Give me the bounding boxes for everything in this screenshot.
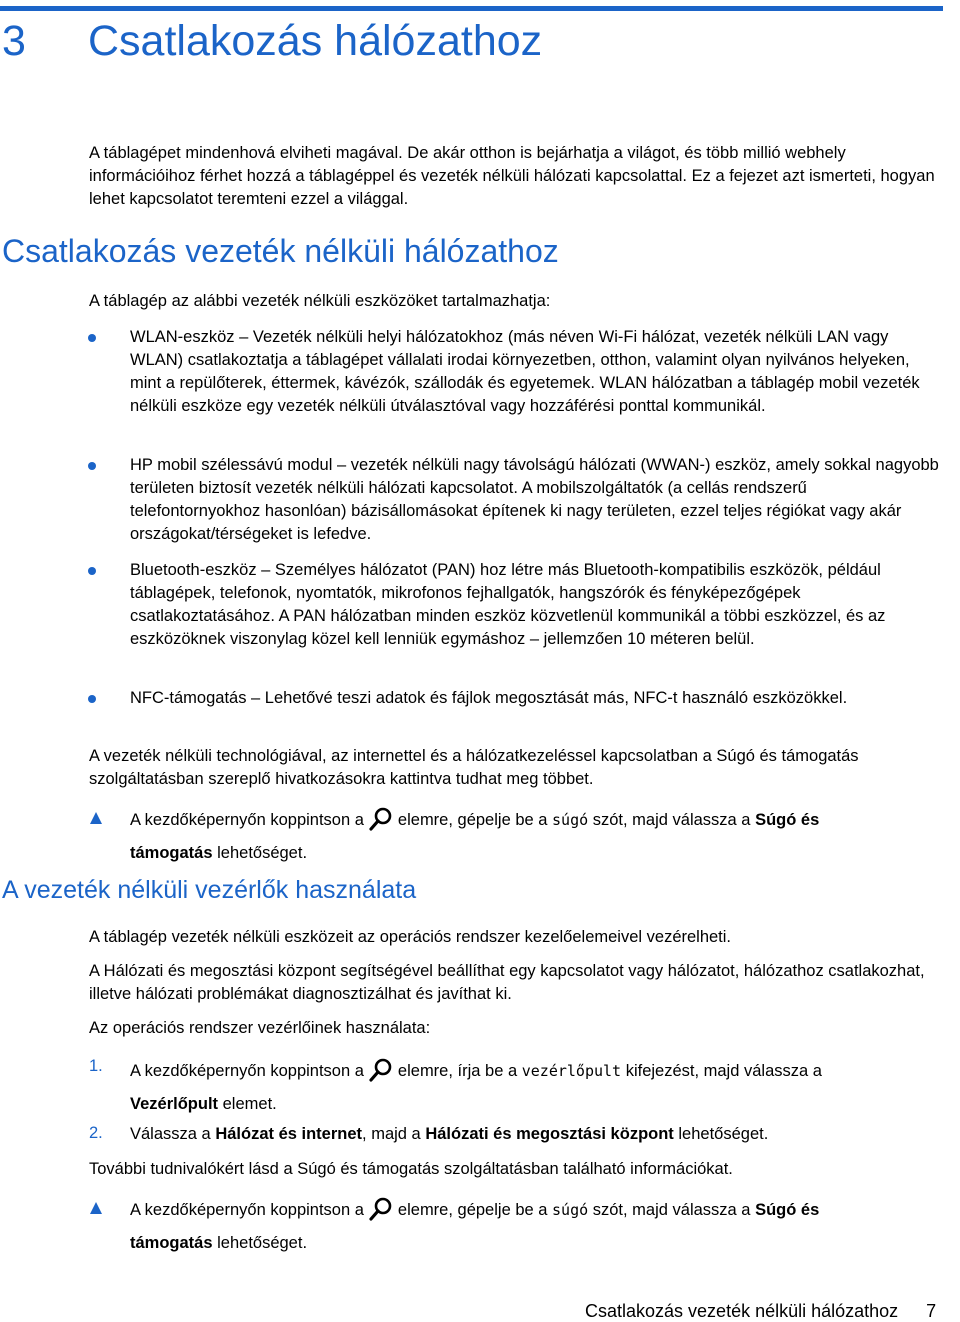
chapter-title: Csatlakozás hálózathoz <box>88 17 543 65</box>
paragraph: Az operációs rendszer vezérlőinek használata: <box>89 1019 431 1037</box>
tip-help: A kezdőképernyőn koppintson a elemre, gépelje be a súgó szót, majd válassza a Súgó és támogatás lehetőséget. <box>130 1197 940 1257</box>
section-lead: A táblagép az alábbi vezeték nélküli eszközöket tartalmazhatja: <box>89 292 551 310</box>
bullet-dot <box>88 695 96 703</box>
step-2: Válassza a Hálózat és internet, majd a Hálózati és megosztási központ lehetőséget. <box>130 1125 769 1143</box>
list-item: HP mobil szélessávú modul – vezeték nélküli nagy távolságú hálózati (WWAN-) eszköz, amely sokkal nagyobb területen biztosít vezeték nélküli hálózati kapcsolatot. A mobilszolgáltatók (a cellás rendszerű telefontornyokhoz hasonlóan) bázisállomásokat építenek ki nagy területen, ezzel teljes régiókat vagy akár országokat/térségeket is lefedve. <box>130 456 939 543</box>
step-number: 1. <box>89 1057 103 1075</box>
section-heading-wireless: Csatlakozás vezeték nélküli hálózathoz <box>2 233 559 269</box>
intro-paragraph: A táblagépet mindenhová elviheti magával. De akár otthon is bejárhatja a világot, és több millió webhely információihoz férhet hozzá a táblagéppel és vezeték nélküli hálózati kapcsolattal. Ez a fejezet azt ismerteti, hogyan lehet kapcsolatot teremteni ezzel a világgal. <box>89 144 935 208</box>
search-icon <box>368 1058 394 1091</box>
bullet-dot <box>88 334 96 342</box>
list-item: NFC-támogatás – Lehetővé teszi adatok és fájlok megosztását más, NFC-t használó eszközökkel. <box>130 689 848 707</box>
triangle-tip-icon <box>90 1202 102 1214</box>
chapter-number: 3 <box>2 17 26 65</box>
bullet-dot <box>88 567 96 575</box>
footer-title: Csatlakozás vezeték nélküli hálózathoz <box>585 1301 899 1321</box>
step-1: A kezdőképernyőn koppintson a elemre, írja be a vezérlőpult kifejezést, majd válassza a Vezérlőpult elemet. <box>130 1058 940 1118</box>
step-number: 2. <box>89 1124 103 1142</box>
bullet-dot <box>88 462 96 470</box>
chapter-heading <box>2 17 542 66</box>
paragraph: A Hálózati és megosztási központ segítségével beállíthat egy kapcsolatot vagy hálózatot, hálózathoz csatlakozhat, illetve hálózati problémákat diagnosztizálhat és javíthat ki. <box>89 962 925 1003</box>
page-footer <box>585 1301 936 1322</box>
page-number: 7 <box>926 1301 937 1321</box>
list-item: WLAN-eszköz – Vezeték nélküli helyi hálózatokhoz (más néven Wi-Fi hálózat, vezeték nélküli LAN vagy WLAN) csatlakoztatja a táblagépet vállalati irodai környezetben, otthon, valamint olyan nyilvános helyeken, mint a repülőterek, éttermek, kávézók, szállodák és egyetemek. WLAN hálózatban a táblagép mobil vezeték nélküli eszköze egy vezeték nélküli útválasztóval vagy hozzáférési ponttal kommunikál. <box>130 328 920 415</box>
info-paragraph: A vezeték nélküli technológiával, az internettel és a hálózatkezeléssel kapcsolatban a Súgó és támogatás szolgáltatásban szereplő hivatkozásokra kattintva tudhat meg többet. <box>89 747 859 788</box>
triangle-tip-icon <box>90 812 102 824</box>
search-icon <box>368 1197 394 1230</box>
chapter-rule <box>0 6 943 11</box>
section-heading-controls: A vezeték nélküli vezérlők használata <box>2 876 417 904</box>
paragraph: A táblagép vezeték nélküli eszközeit az operációs rendszer kezelőelemeivel vezérelheti. <box>89 928 732 946</box>
list-item: Bluetooth-eszköz – Személyes hálózatot (PAN) hoz létre más Bluetooth-kompatibilis eszközök, például táblagépek, telefonok, nyomtatók, mikrofonos fejhallgatók, hangszórók és fényképezőgépek csatlakoztatásához. A PAN hálózatban minden eszköz közvetlenül kommunikál a többi eszközzel, és az eszközöknek viszonylag közel kell lenniük egymáshoz – jellemzően 10 méteren belül. <box>130 561 886 648</box>
paragraph: További tudnivalókért lásd a Súgó és támogatás szolgáltatásban található információkat. <box>89 1160 733 1178</box>
search-icon <box>368 807 394 840</box>
tip-help: A kezdőképernyőn koppintson a elemre, gépelje be a súgó szót, majd válassza a Súgó és támogatás lehetőséget. <box>130 807 940 867</box>
